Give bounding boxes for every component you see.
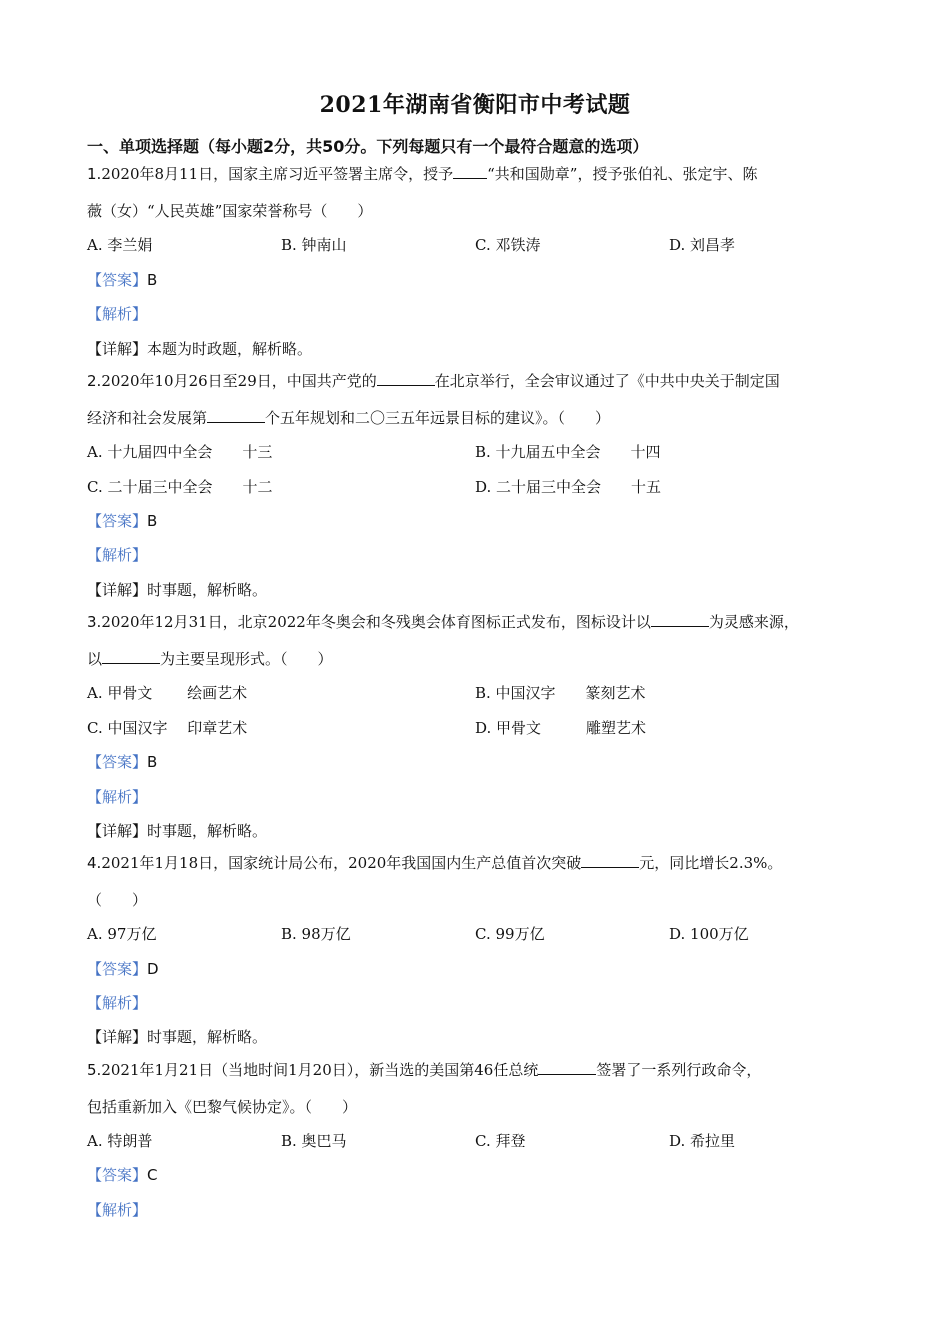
question-5-line-2: 包括重新加入《巴黎气候协定》。（ ） xyxy=(87,1098,358,1116)
detail-line: 【详解】时事题，解析略。 xyxy=(87,1028,268,1046)
question-number: 5. xyxy=(87,1061,102,1079)
question-number: 2. xyxy=(87,372,102,390)
answer-line: 【答案】B xyxy=(87,271,158,289)
answer-blank xyxy=(207,407,265,423)
question-number: 3. xyxy=(87,613,102,631)
question-2-line-1: 2.2020年10月26日至29日，中国共产党的 在北京举行，全会审议通过了《中共中央关于制定国 xyxy=(87,372,780,390)
answer-line: 【答案】B xyxy=(87,753,158,771)
option-c: C. 拜登 xyxy=(475,1132,526,1150)
option-c: C. 二十届三中全会 十二 xyxy=(87,478,273,496)
analysis-tag: 【解析】 xyxy=(87,1201,148,1219)
option-d: D. 希拉里 xyxy=(669,1132,736,1150)
analysis-tag: 【解析】 xyxy=(87,546,148,564)
option-b: B. 十九届五中全会 十四 xyxy=(475,443,661,461)
option-a: A. 甲骨文 绘画艺术 xyxy=(87,684,248,702)
option-a: A. 十九届四中全会 十三 xyxy=(87,443,273,461)
option-d: D. 100万亿 xyxy=(669,925,749,943)
answer-value: D xyxy=(147,960,159,978)
page-title: 2021年湖南省衡阳市中考试题 xyxy=(319,92,631,118)
question-1-line-2: 薇（女）“人民英雄”国家荣誉称号（ ） xyxy=(87,202,373,220)
question-2-line-2: 经济和社会发展第 个五年规划和二〇三五年远景目标的建议》。（ ） xyxy=(87,409,611,427)
answer-value: B xyxy=(147,753,158,771)
question-3-line-1: 3.2020年12月31日，北京2022年冬奥会和冬残奥会体育图标正式发布，图标设计以 为灵感来源， xyxy=(87,613,799,631)
analysis-tag: 【解析】 xyxy=(87,994,148,1012)
option-c: C. 99万亿 xyxy=(475,925,545,943)
option-a: A. 特朗普 xyxy=(87,1132,153,1150)
answer-blank xyxy=(377,370,435,386)
analysis-tag: 【解析】 xyxy=(87,305,148,323)
answer-blank xyxy=(651,611,709,627)
option-b: B. 98万亿 xyxy=(281,925,351,943)
answer-blank xyxy=(581,852,639,868)
option-b: B. 中国汉字 篆刻艺术 xyxy=(475,684,646,702)
answer-value: B xyxy=(147,271,158,289)
detail-line: 【详解】时事题，解析略。 xyxy=(87,822,268,840)
answer-value: B xyxy=(147,512,158,530)
answer-line: 【答案】D xyxy=(87,960,159,978)
option-c: C. 中国汉字 印章艺术 xyxy=(87,719,248,737)
question-4-line-2: （ ） xyxy=(87,891,148,909)
answer-line: 【答案】B xyxy=(87,512,158,530)
option-b: B. 钟南山 xyxy=(281,236,347,254)
question-number: 1. xyxy=(87,165,102,183)
answer-value: C xyxy=(147,1166,158,1184)
question-1-line-1: 1.2020年8月11日，国家主席习近平签署主席令，授予 “共和国勋章”，授予张伯礼、张定宇、陈 xyxy=(87,165,758,183)
section-heading: 一、单项选择题（每小题2分，共50分。下列每题只有一个最符合题意的选项） xyxy=(87,137,649,156)
detail-line: 【详解】时事题，解析略。 xyxy=(87,581,268,599)
question-number: 4. xyxy=(87,854,102,872)
question-3-line-2: 以 为主要呈现形式。（ ） xyxy=(87,650,333,668)
option-c: C. 邓铁涛 xyxy=(475,236,541,254)
option-d: D. 二十届三中全会 十五 xyxy=(475,478,662,496)
option-d: D. 甲骨文 雕塑艺术 xyxy=(475,719,647,737)
option-a: A. 李兰娟 xyxy=(87,236,153,254)
option-d: D. 刘昌孝 xyxy=(669,236,736,254)
question-5-line-1: 5.2021年1月21日（当地时间1月20日），新当选的美国第46任总统 签署了一系列行政命令， xyxy=(87,1061,762,1079)
question-4-line-1: 4.2021年1月18日，国家统计局公布，2020年我国国内生产总值首次突破 元，同比增长2.3%。 xyxy=(87,854,783,872)
answer-blank xyxy=(102,648,160,664)
answer-blank xyxy=(538,1059,596,1075)
answer-blank xyxy=(453,163,487,179)
detail-line: 【详解】本题为时政题，解析略。 xyxy=(87,340,313,358)
option-b: B. 奥巴马 xyxy=(281,1132,347,1150)
analysis-tag: 【解析】 xyxy=(87,788,148,806)
option-a: A. 97万亿 xyxy=(87,925,157,943)
answer-line: 【答案】C xyxy=(87,1166,158,1184)
